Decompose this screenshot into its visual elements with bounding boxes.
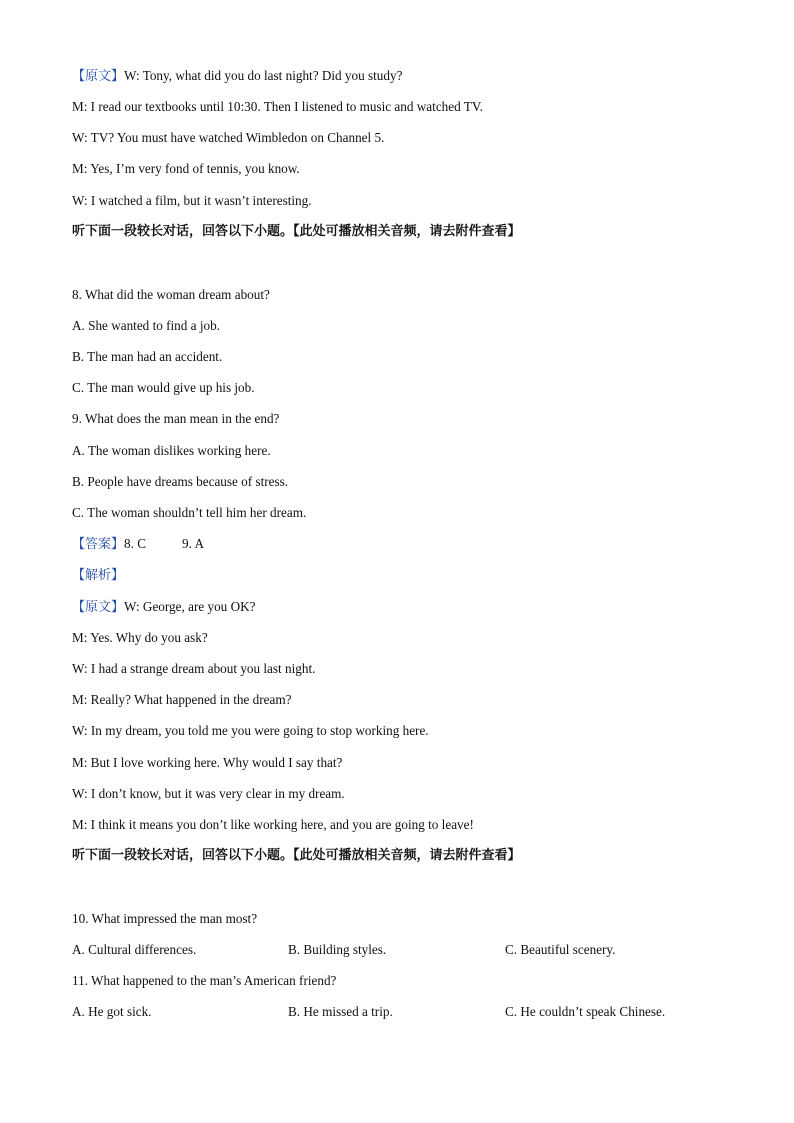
transcript-line bbox=[72, 599, 255, 616]
option-9b: B. People have dreams because of stress. bbox=[72, 474, 289, 489]
transcript-line: W: TV? You must have watched Wimbledon on Channel 5. bbox=[72, 130, 385, 145]
option-8b: B. The man had an accident. bbox=[72, 349, 223, 364]
analysis-line bbox=[72, 567, 124, 584]
transcript-line: M: I think it means you don’t like working here, and you are going to leave! bbox=[72, 817, 474, 832]
original-text-tag: 【原文】 bbox=[72, 600, 125, 615]
transcript-line: W: I don’t know, but it was very clear in my dream. bbox=[72, 786, 345, 801]
answer-line bbox=[72, 536, 204, 553]
transcript-line: M: I read our textbooks until 10:30. Then I listened to music and watched TV. bbox=[72, 99, 483, 114]
transcript-line: M: Yes. Why do you ask? bbox=[72, 630, 208, 645]
option-8a: A. She wanted to find a job. bbox=[72, 318, 220, 333]
transcript-text: W: George, are you OK? bbox=[124, 599, 256, 614]
transcript-line: W: I watched a film, but it wasn’t interesting. bbox=[72, 193, 312, 208]
option-11c: C. He couldn’t speak Chinese. bbox=[505, 1004, 666, 1019]
option-11b: B. He missed a trip. bbox=[288, 1004, 393, 1019]
question-11: 11. What happened to the man’s American friend? bbox=[72, 973, 337, 988]
option-9a: A. The woman dislikes working here. bbox=[72, 443, 271, 458]
original-text-tag: 【原文】 bbox=[72, 69, 125, 84]
option-11a: A. He got sick. bbox=[72, 1004, 152, 1019]
answer-q8: 8. C bbox=[124, 536, 146, 551]
transcript-line: W: I had a strange dream about you last night. bbox=[72, 661, 316, 676]
transcript-line: M: Really? What happened in the dream? bbox=[72, 692, 292, 707]
option-8c: C. The man would give up his job. bbox=[72, 380, 255, 395]
analysis-tag: 【解析】 bbox=[72, 568, 125, 583]
options-row-10 bbox=[72, 942, 722, 958]
answer-tag: 【答案】 bbox=[72, 537, 125, 552]
question-10: 10. What impressed the man most? bbox=[72, 911, 258, 926]
listening-instruction: 听下面一段较长对话，回答以下小题。【此处可播放相关音频，请去附件查看】 bbox=[72, 224, 521, 239]
option-10b: B. Building styles. bbox=[288, 942, 387, 957]
listening-instruction: 听下面一段较长对话，回答以下小题。【此处可播放相关音频，请去附件查看】 bbox=[72, 848, 521, 863]
transcript-line bbox=[72, 68, 402, 85]
option-10c: C. Beautiful scenery. bbox=[505, 942, 616, 957]
transcript-text: W: Tony, what did you do last night? Did you study? bbox=[124, 68, 403, 83]
transcript-line: M: But I love working here. Why would I say that? bbox=[72, 755, 343, 770]
option-10a: A. Cultural differences. bbox=[72, 942, 197, 957]
transcript-line: M: Yes, I’m very fond of tennis, you know. bbox=[72, 161, 300, 176]
options-row-11 bbox=[72, 1004, 722, 1020]
question-8: 8. What did the woman dream about? bbox=[72, 287, 270, 302]
transcript-line: W: In my dream, you told me you were going to stop working here. bbox=[72, 723, 429, 738]
answer-q9: 9. A bbox=[182, 536, 204, 551]
question-9: 9. What does the man mean in the end? bbox=[72, 411, 280, 426]
option-9c: C. The woman shouldn’t tell him her dream. bbox=[72, 505, 307, 520]
